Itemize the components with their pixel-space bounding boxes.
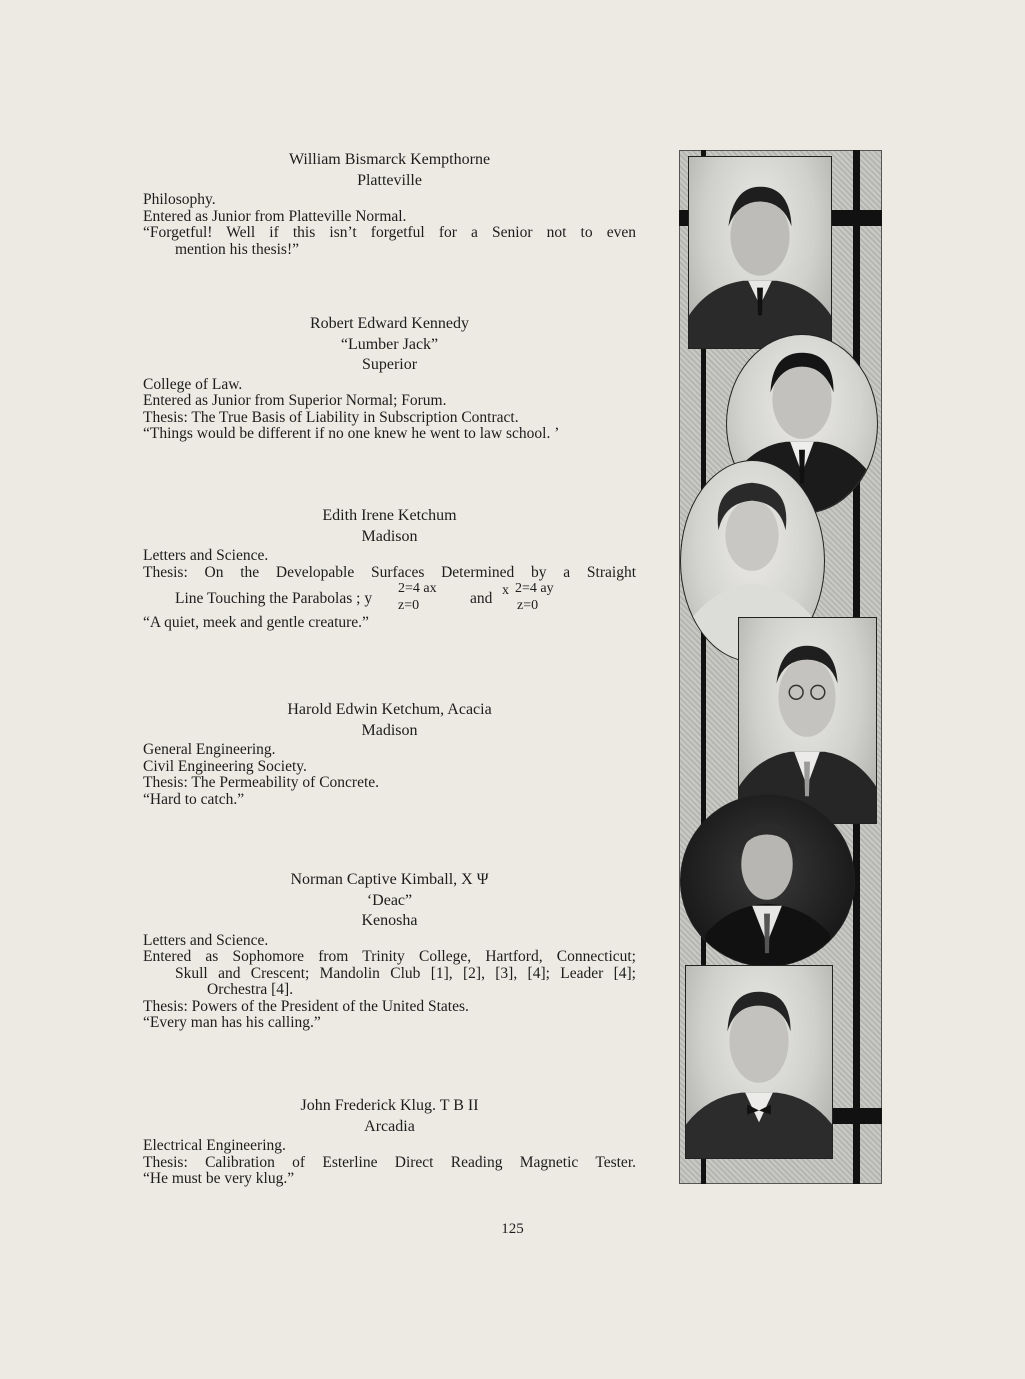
entry-course: Electrical Engineering.	[143, 1137, 286, 1154]
entry-line: “Things would be different if no one knew he went to law school. ’	[143, 425, 560, 443]
thesis-formula	[143, 581, 636, 615]
entry-name: John Frederick Klug. T B II	[300, 1097, 479, 1114]
entry-course: Philosophy.	[143, 191, 216, 208]
entry-line: mention his thesis!”	[175, 240, 299, 258]
entry-details	[143, 1138, 636, 1188]
portrait-photo-kimball	[680, 794, 855, 967]
entry-details	[143, 377, 636, 443]
entry-line: Thesis: Powers of the President of the United States.	[143, 997, 469, 1015]
formula-and: and	[470, 590, 493, 608]
entry-details	[143, 742, 636, 808]
portrait-figure	[739, 618, 876, 823]
entry-hometown: Madison	[361, 527, 418, 545]
entry-name: Edith Irene Ketchum	[322, 507, 457, 524]
entry-line: Thesis: Calibration of Esterline Direct Reading Magnetic Tester.	[143, 1153, 636, 1171]
entry-name: William Bismarck Kempthorne	[288, 151, 491, 168]
entry-details	[143, 933, 636, 1033]
entry-quote: “A quiet, meek and gentle creature.”	[143, 614, 369, 632]
portrait-photo-kempthorne	[688, 156, 832, 349]
formula-bottom-1: z=0	[398, 598, 420, 614]
entry-line: Civil Engineering Society.	[143, 757, 307, 775]
entry-kennedy	[143, 314, 636, 443]
entry-line: “Every man has his calling.”	[143, 1014, 321, 1032]
entry-course: Letters and Science.	[143, 931, 269, 949]
entry-course: Letters and Science.	[143, 547, 269, 564]
border-band	[829, 1108, 882, 1124]
entry-kimball	[143, 870, 636, 1032]
entry-course: College of Law.	[143, 375, 243, 393]
formula-top-1: 2=4 ax	[398, 581, 437, 597]
formula-x: x	[502, 583, 509, 599]
entry-line: Thesis: The Permeability of Concrete.	[143, 774, 380, 792]
portrait-photo-harold-ketchum	[738, 617, 877, 824]
portrait-figure	[689, 157, 831, 348]
portrait-figure	[686, 966, 832, 1158]
entry-edith-ketchum	[143, 506, 636, 632]
entry-name: Norman Captive Kimball, X Ψ	[290, 871, 489, 888]
entry-line: Entered as Junior from Platteville Normal.	[143, 207, 407, 225]
formula-bottom-2: z=0	[517, 598, 539, 614]
entry-line: Entered as Junior from Superior Normal; Forum.	[143, 392, 447, 410]
formula-lead: Line Touching the Parabolas ; y	[175, 590, 373, 608]
border-band	[829, 210, 882, 226]
entry-line: “Hard to catch.”	[143, 790, 245, 808]
entry-line: Entered as Sophomore from Trinity College, Hartford, Connecticut;	[143, 948, 636, 966]
formula-top-2: 2=4 ay	[515, 581, 554, 597]
entry-course: General Engineering.	[143, 741, 276, 758]
entry-hometown: Arcadia	[364, 1117, 415, 1135]
entry-hometown: Madison	[361, 721, 418, 739]
entry-name: Harold Edwin Ketchum, Acacia	[287, 701, 492, 718]
entry-line: Skull and Crescent; Mandolin Club [1], [2], [3], [4]; Leader [4];	[175, 964, 636, 982]
entry-kempthorne	[143, 150, 636, 258]
entry-hometown: Platteville	[357, 171, 422, 189]
page-number: 125	[501, 1221, 524, 1237]
entry-nickname: ‘Deac”	[366, 891, 413, 909]
entry-line: “Forgetful! Well if this isn’t forgetful for a Senior not to even	[143, 224, 636, 242]
entry-nickname: “Lumber Jack”	[340, 335, 439, 353]
entry-klug	[143, 1096, 636, 1188]
entry-hometown: Kenosha	[361, 912, 418, 929]
portrait-figure	[681, 795, 854, 966]
entry-name: Robert Edward Kennedy	[309, 315, 470, 332]
entry-harold-ketchum	[143, 700, 636, 808]
entry-line: Thesis: The True Basis of Liability in Subscription Contract.	[143, 408, 519, 426]
entry-thesis: Thesis: On the Developable Surfaces Determined by a Straight	[143, 563, 636, 581]
entry-details	[143, 548, 636, 632]
entry-details	[143, 192, 636, 258]
portrait-photo-klug	[685, 965, 833, 1159]
portrait-column	[679, 150, 882, 1184]
entry-hometown: Superior	[361, 356, 418, 373]
entry-line: “He must be very klug.”	[143, 1170, 295, 1188]
entry-line: Orchestra [4].	[207, 981, 294, 999]
